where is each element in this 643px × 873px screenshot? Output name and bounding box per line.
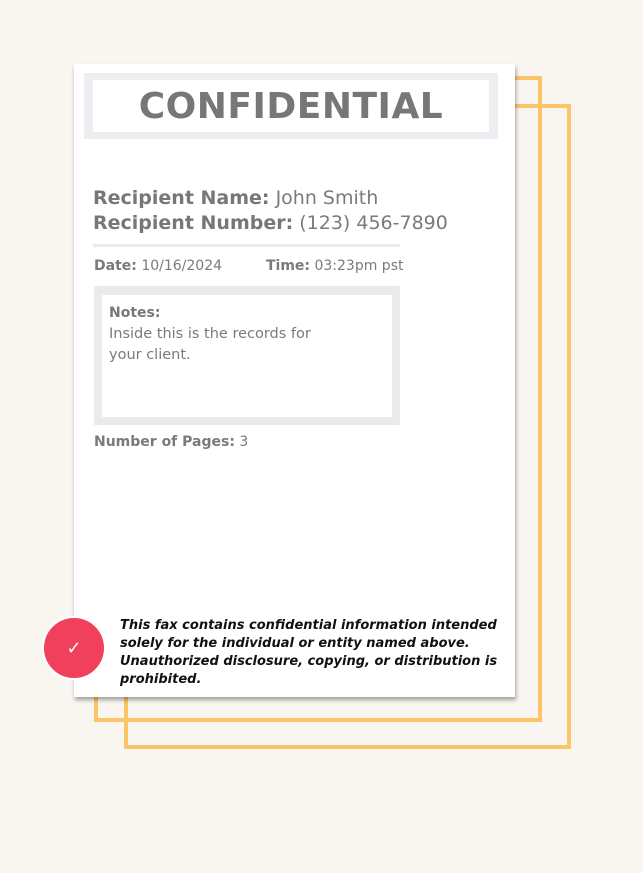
time-value: 03:23pm pst (314, 258, 404, 274)
recipient-name-label: Recipient Name: (93, 187, 270, 209)
title-box (84, 73, 498, 139)
pages-label: Number of Pages: (94, 434, 235, 450)
check-icon: ✓ (66, 637, 82, 659)
recipient-number-row (93, 212, 448, 234)
time-label: Time: (266, 258, 311, 274)
date-label: Date: (94, 258, 137, 274)
page-title: CONFIDENTIAL (138, 85, 444, 127)
recipient-number-value: (123) 456-7890 (299, 212, 448, 234)
confidentiality-disclaimer: This fax contains confidential information intended solely for the individual or entity named above. Unauthorized disclosure, copying, or distribution is prohibited. (120, 618, 498, 687)
notes-label: Notes: (109, 305, 161, 321)
notes-box (94, 286, 400, 425)
pages-value: 3 (239, 434, 249, 450)
fax-cover-page (74, 64, 515, 697)
date-value: 10/16/2024 (141, 258, 223, 274)
divider (93, 244, 400, 247)
recipient-name-row (93, 187, 378, 209)
date-row (94, 258, 222, 274)
notes-text: Inside this is the records for your client. (109, 326, 311, 363)
check-badge (42, 616, 106, 680)
recipient-number-label: Recipient Number: (93, 212, 294, 234)
pages-row (94, 434, 248, 450)
recipient-name-value: John Smith (275, 187, 379, 209)
time-row (266, 258, 403, 274)
